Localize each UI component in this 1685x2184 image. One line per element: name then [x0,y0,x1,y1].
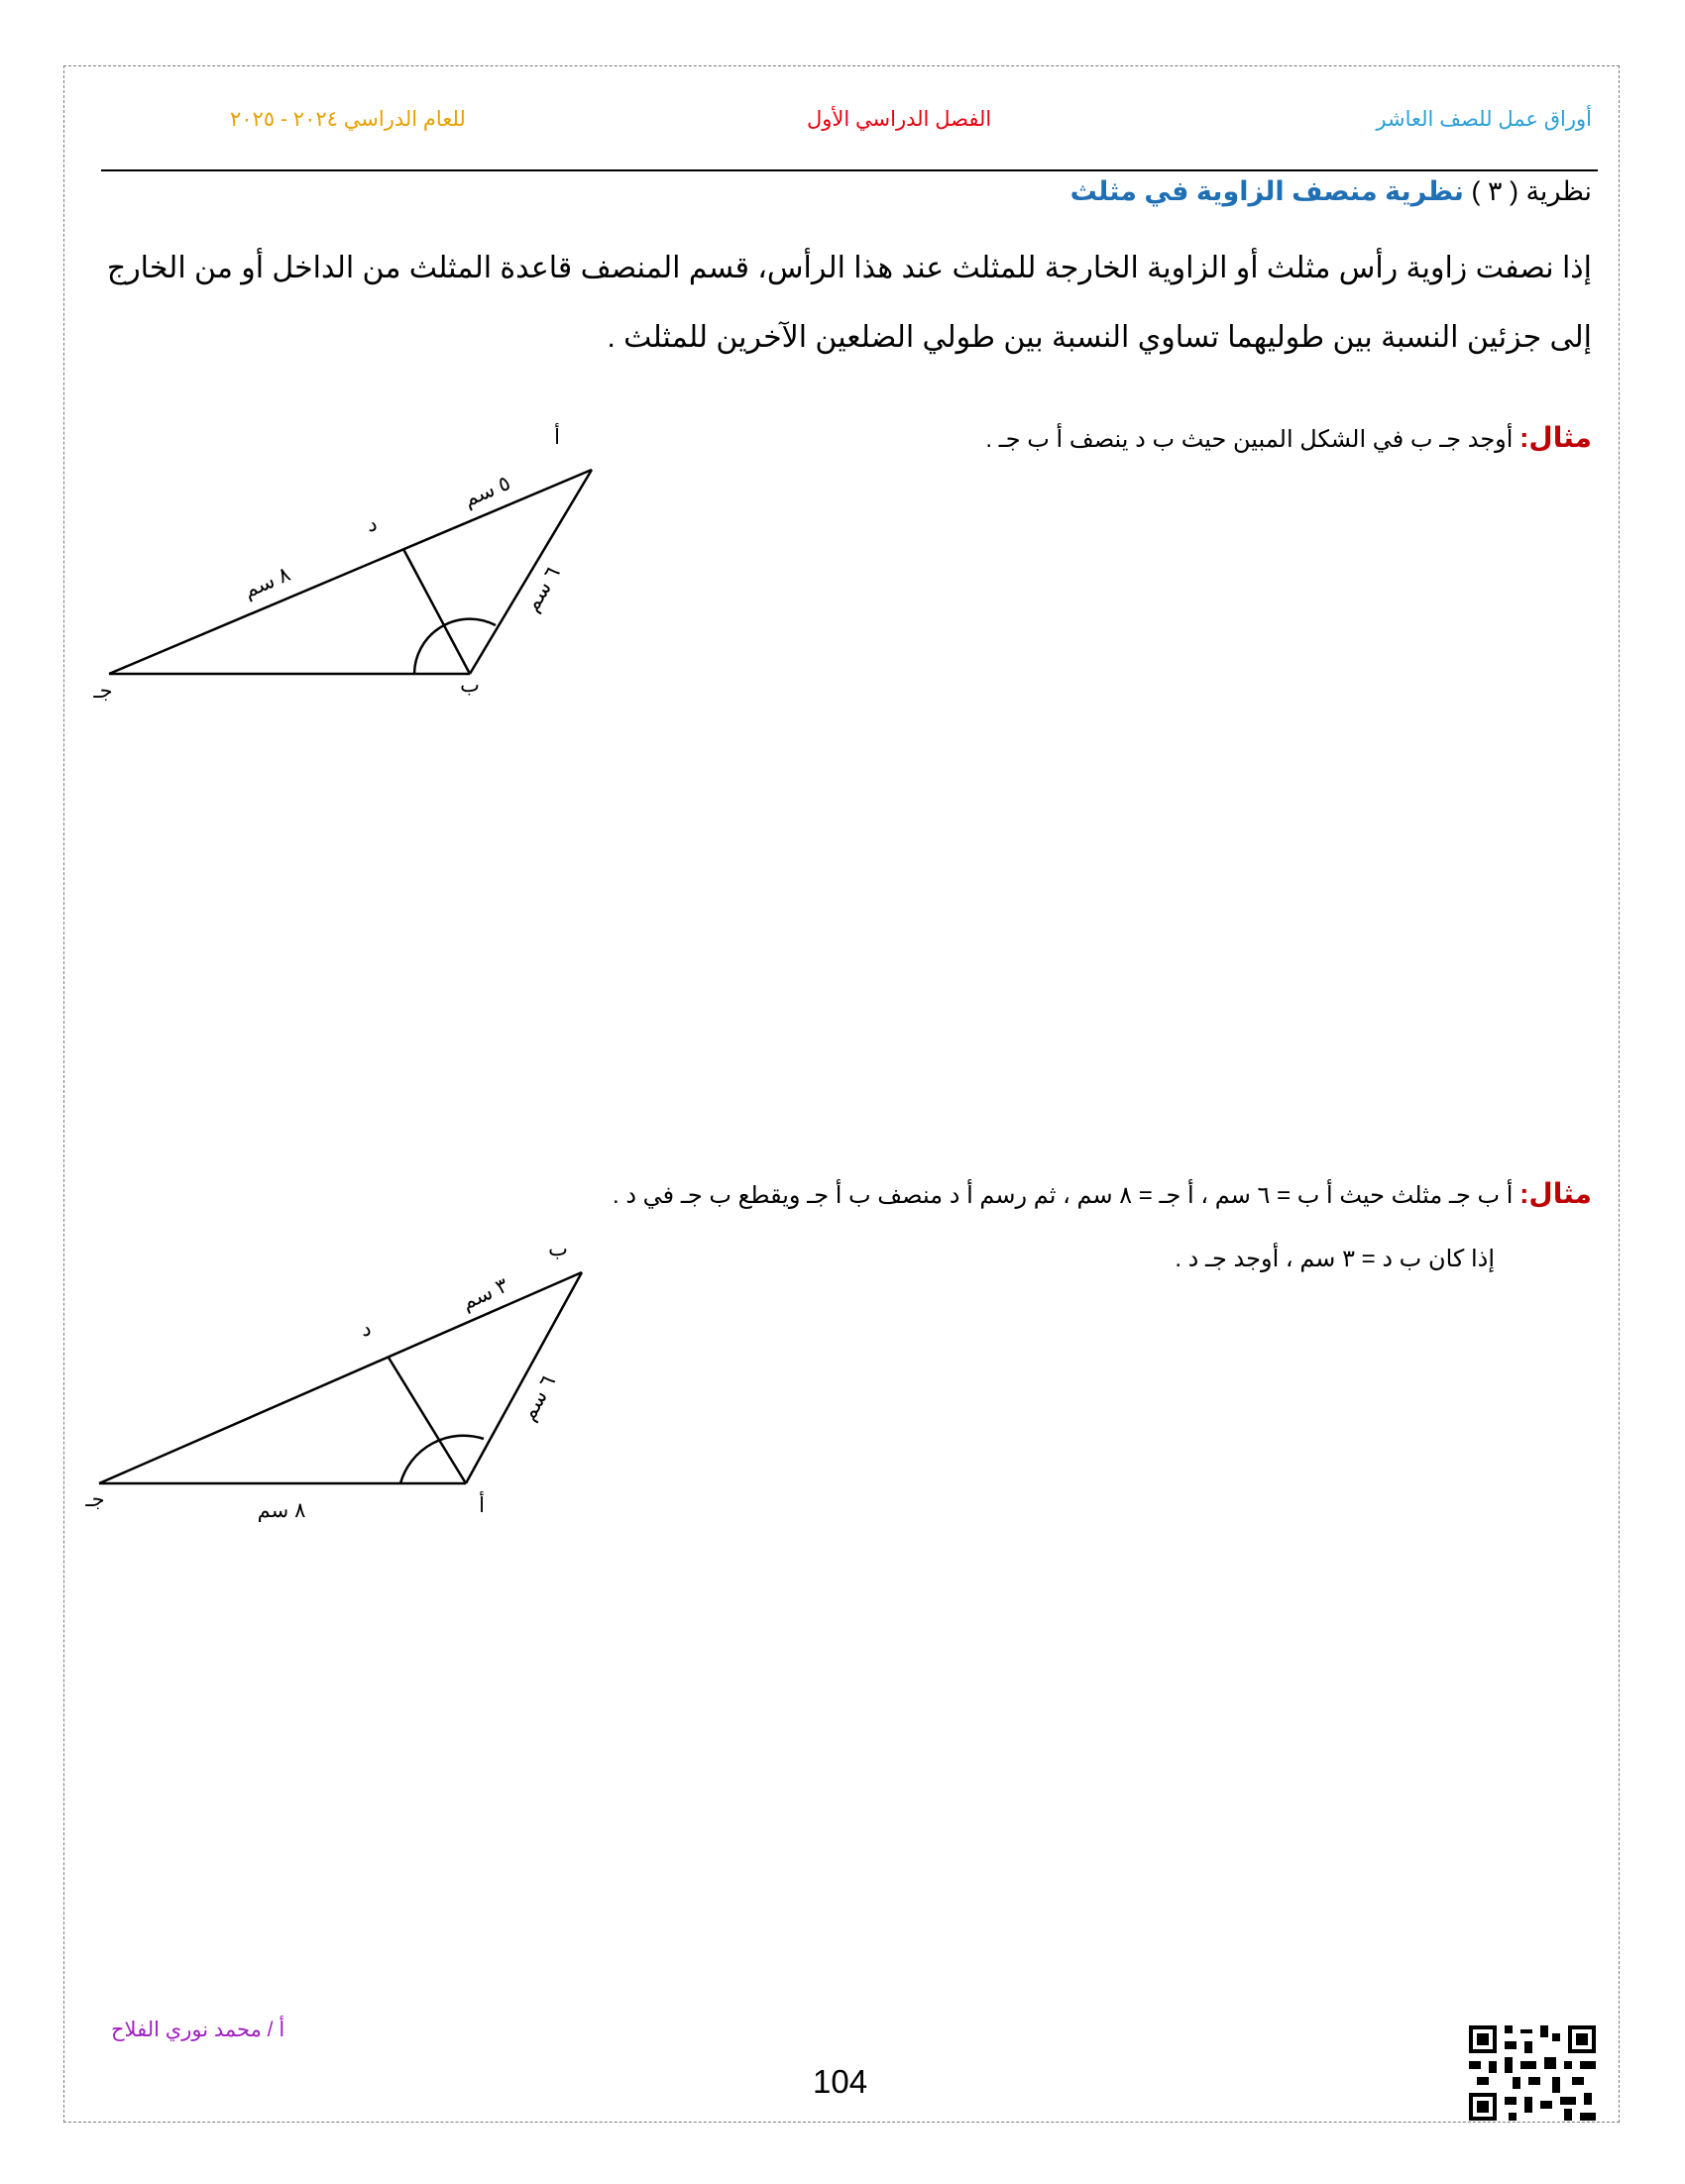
header-year: للعام الدراسي ٢٠٢٤ - ٢٠٢٥ [230,108,466,131]
theorem-statement: إذا نصفت زاوية رأس مثلث أو الزاوية الخارجة للمثلث عند هذا الرأس، قسم المنصف قاعدة المثلث من الداخل أو من الخارج إلى جزئين النسبة بين طوليهما تساوي النسبة بين طولي الضلعين الآخرين للمثلث . [106,252,1592,354]
fig1-bisector-bd [403,549,470,674]
fig1-label-ab: ٦ سم [520,562,565,616]
example-1-label: مثال: [1519,422,1592,453]
fig2-label-ac: ٨ سم [257,1499,306,1522]
fig1-label-dc: ٨ سم [240,562,294,603]
fig1-label-ad: ٥ سم [460,471,514,512]
fig1-vertex-b: ب [460,674,480,697]
fig1-vertex-c: جـ [93,680,113,703]
fig2-vertex-a: أ [479,1494,485,1517]
example-2-line-1: أ ب جـ مثلث حيث أ ب = ٦ سم ، أ جـ = ٨ سم ، ثم رسم أ د منصف ب أ جـ ويقطع ب جـ في د . [612,1182,1514,1209]
fig2-vertex-b: ب [548,1238,568,1260]
figure-2 [99,1272,582,1483]
page-number: 104 [813,2063,868,2100]
header-semester: الفصل الدراسي الأول [807,108,992,131]
example-1-text: أوجد جـ ب في الشكل المبين حيث ب د ينصف أ ب جـ . [985,426,1514,453]
fig2-vertex-c: جـ [85,1488,105,1511]
qr-code [1469,2025,1596,2121]
fig2-side-bc [99,1272,582,1483]
header-title: أوراق عمل للصف العاشر [1376,108,1592,131]
fig2-vertex-d: د [362,1318,372,1341]
fig2-label-ab: ٦ سم [516,1370,561,1425]
author-name: أ / محمد نوري الفلاح [111,2019,285,2041]
fig2-bisector-ad [389,1358,466,1483]
example-2-line-2: إذا كان ب د = ٣ سم ، أوجد جـ د . [1175,1246,1495,1272]
fig1-side-ac [109,470,592,674]
fig1-vertex-a: أ [554,426,560,449]
example-2 [613,1177,1592,1210]
example-2-label: مثال: [1519,1178,1592,1209]
fig1-vertex-d: د [368,513,378,536]
fig2-label-bd: ٣ سم [458,1273,512,1315]
theorem-label: نظرية ( ٣ ) [1471,176,1592,206]
theorem-name: نظرية منصف الزاوية في مثلث [1069,176,1464,206]
figure-1 [109,470,592,674]
